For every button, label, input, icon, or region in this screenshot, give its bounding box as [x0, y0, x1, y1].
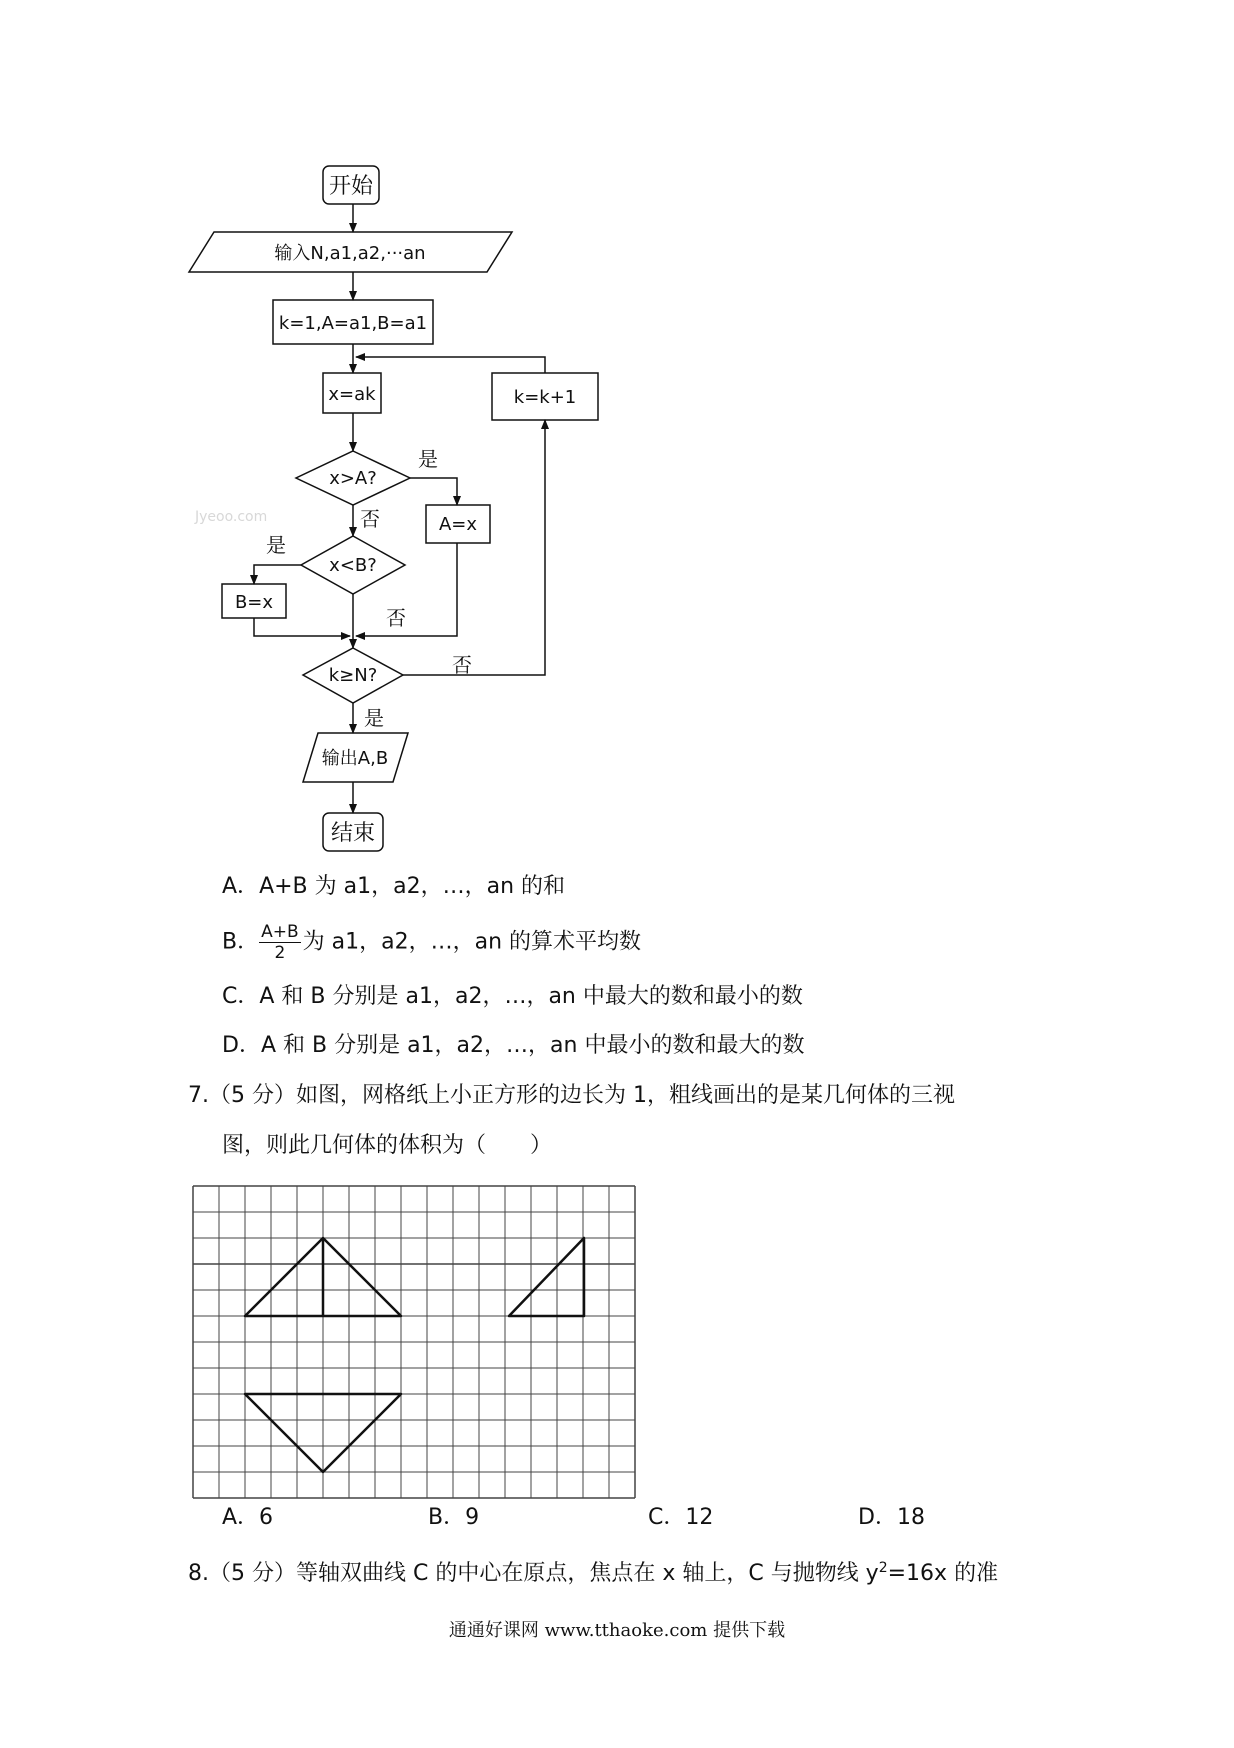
- option-c: C．A 和 B 分别是 a1，a2，…，an 中最大的数和最小的数: [222, 984, 803, 1009]
- q7-option-c: C．12: [648, 1505, 714, 1530]
- q8-line1: 8.（5 分）等轴双曲线 C 的中心在原点，焦点在 x 轴上，C 与抛物线 $y^2=16x$ 的准: [188, 1560, 999, 1586]
- option-d: D．A 和 B 分别是 a1，a2，…，an 中最小的数和最大的数: [222, 1033, 805, 1058]
- start-label: 开始: [328, 174, 374, 199]
- assign-b-label: B=x: [234, 592, 274, 613]
- no-label-k: 否: [452, 653, 472, 677]
- yes-label-a: 是: [418, 447, 438, 471]
- end-label: 结束: [330, 821, 376, 846]
- input-label: 输入N,a1,a2,···an: [274, 243, 426, 264]
- yes-label-k: 是: [364, 706, 384, 730]
- option-b-fraction: $\frac{A+B}{2}$: [261, 922, 299, 963]
- cond-a-label: x>A?: [329, 468, 377, 489]
- no-label-a: 否: [360, 507, 380, 531]
- output-label: 输出A,B: [321, 748, 389, 769]
- cond-k-label: k≥N?: [328, 665, 378, 686]
- watermark: Jyeoo.com: [195, 509, 268, 525]
- option-b: B． $\frac{A+B}{2}$ 为 a1，a2，…，an 的算术平均数: [222, 922, 642, 963]
- assign-x-label: x=ak: [328, 384, 376, 405]
- side-view: [509, 1238, 584, 1316]
- assign-a-label: A=x: [438, 514, 478, 535]
- increment-label: k=k+1: [513, 387, 577, 408]
- q7-option-a: A．6: [222, 1505, 274, 1530]
- yes-label-b: 是: [266, 533, 286, 557]
- option-a: A．A+B 为 a1，a2，…，an 的和: [222, 874, 566, 899]
- q7-option-d: D．18: [858, 1505, 925, 1530]
- cond-b-label: x<B?: [329, 555, 377, 576]
- q7-option-b: B．9: [428, 1505, 480, 1530]
- init-label: k=1,A=a1,B=a1: [278, 313, 428, 334]
- footer: 通通好课网 www.tthaoke.com 提供下载: [448, 1620, 786, 1641]
- no-label-b: 否: [386, 606, 406, 630]
- q7-line2: 图，则此几何体的体积为（ ）: [222, 1133, 553, 1158]
- q7-line1: 7.（5 分）如图，网格纸上小正方形的边长为 1，粗线画出的是某几何体的三视: [188, 1083, 955, 1108]
